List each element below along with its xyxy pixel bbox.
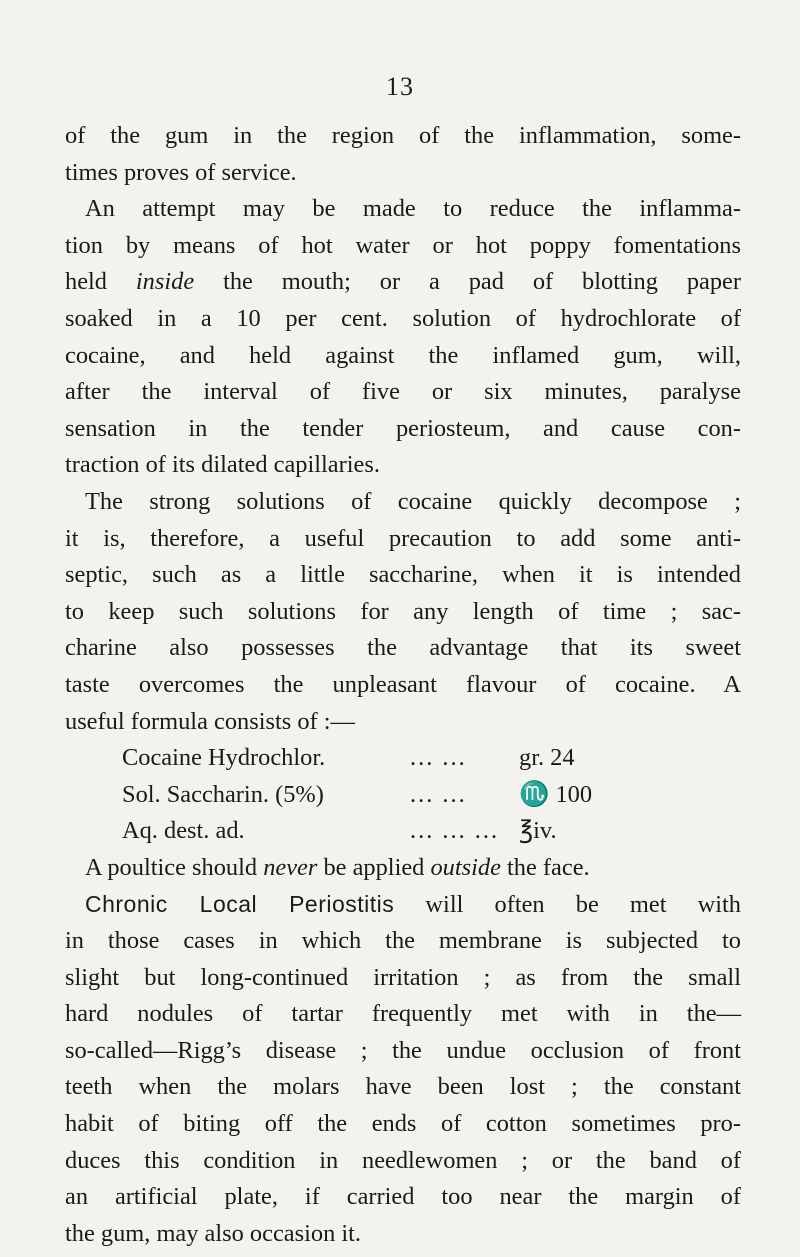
text-line: so-called—Rigg’s disease ; the undue occlusion of front bbox=[65, 1036, 741, 1064]
text-line: traction of its dilated capillaries. bbox=[65, 451, 380, 479]
text-line: it is, therefore, a useful precaution to add some anti- bbox=[65, 524, 741, 552]
body-text bbox=[65, 118, 741, 1252]
formula-ingredient: Cocaine Hydrochlor. bbox=[122, 744, 326, 772]
text-line: habit of biting off the ends of cotton sometimes pro- bbox=[65, 1110, 741, 1138]
section-heading: Chronic Local Periostitis bbox=[85, 891, 395, 918]
italic-emphasis: never bbox=[263, 853, 318, 881]
text-line: soaked in a 10 per cent. solution of hydrochlorate of bbox=[65, 304, 741, 332]
page-number: 13 bbox=[386, 72, 414, 101]
italic-emphasis: outside bbox=[430, 853, 501, 881]
text-line: duces this condition in needlewomen ; or the band of bbox=[65, 1146, 741, 1174]
text-line: the gum, may also occasion it. bbox=[65, 1219, 362, 1247]
text-line bbox=[65, 886, 741, 923]
text-line: cocaine, and held against the inflamed gum, will, bbox=[65, 341, 741, 369]
text-fragment: A poultice should bbox=[85, 853, 264, 881]
text-line: sensation in the tender periosteum, and cause con- bbox=[65, 414, 741, 442]
text-line bbox=[65, 850, 741, 887]
text-line: an artificial plate, if carried too near the margin of bbox=[65, 1183, 741, 1211]
text-line: tion by means of hot water or hot poppy fomentations bbox=[65, 231, 741, 259]
text-line: in those cases in which the membrane is subjected to bbox=[65, 927, 741, 955]
text-line: useful formula consists of :— bbox=[65, 707, 355, 735]
italic-emphasis: inside bbox=[135, 268, 195, 296]
formula-ingredient: Sol. Saccharin. (5%) bbox=[122, 780, 324, 808]
formula-row bbox=[65, 777, 741, 814]
text-fragment: the face. bbox=[500, 853, 590, 881]
formula-leader-dots: ... ... ... bbox=[410, 817, 500, 845]
text-line: taste overcomes the unpleasant flavour of cocaine. A bbox=[65, 670, 741, 698]
formula-ingredient: Aq. dest. ad. bbox=[122, 817, 245, 845]
formula-table bbox=[65, 740, 741, 850]
text-line: after the interval of five or six minutes, paralyse bbox=[65, 378, 741, 406]
formula-quantity: ♏ 100 bbox=[519, 780, 593, 808]
text-line: charine also possesses the advantage that its sweet bbox=[65, 634, 741, 662]
text-line: times proves of service. bbox=[65, 158, 297, 186]
formula-quantity: ℥iv. bbox=[519, 817, 557, 845]
text-line: hard nodules of tartar frequently met with in the— bbox=[65, 1000, 741, 1028]
text-line: slight but long-continued irritation ; as from the small bbox=[65, 963, 741, 991]
formula-leader-dots: ... ... bbox=[410, 780, 467, 808]
text-fragment: held bbox=[65, 268, 136, 296]
text-line: An attempt may be made to reduce the inflamma- bbox=[85, 195, 741, 223]
text-fragment: the mouth; or a pad of blotting paper bbox=[194, 268, 742, 296]
text-line: teeth when the molars have been lost ; the constant bbox=[65, 1073, 741, 1101]
text-line: to keep such solutions for any length of time ; sac- bbox=[65, 597, 741, 625]
formula-leader-dots: ... ... bbox=[410, 744, 467, 772]
text-fragment: be applied bbox=[317, 853, 431, 881]
text-fragment: will often be met with bbox=[394, 891, 741, 919]
formula-quantity: gr. 24 bbox=[519, 744, 575, 772]
text-line: of the gum in the region of the inflammation, some- bbox=[65, 122, 741, 149]
formula-row bbox=[65, 813, 741, 850]
text-line: septic, such as a little saccharine, when it is intended bbox=[65, 561, 741, 589]
text-line bbox=[65, 264, 741, 301]
text-line: The strong solutions of cocaine quickly decompose ; bbox=[85, 487, 741, 515]
formula-row bbox=[65, 740, 741, 777]
